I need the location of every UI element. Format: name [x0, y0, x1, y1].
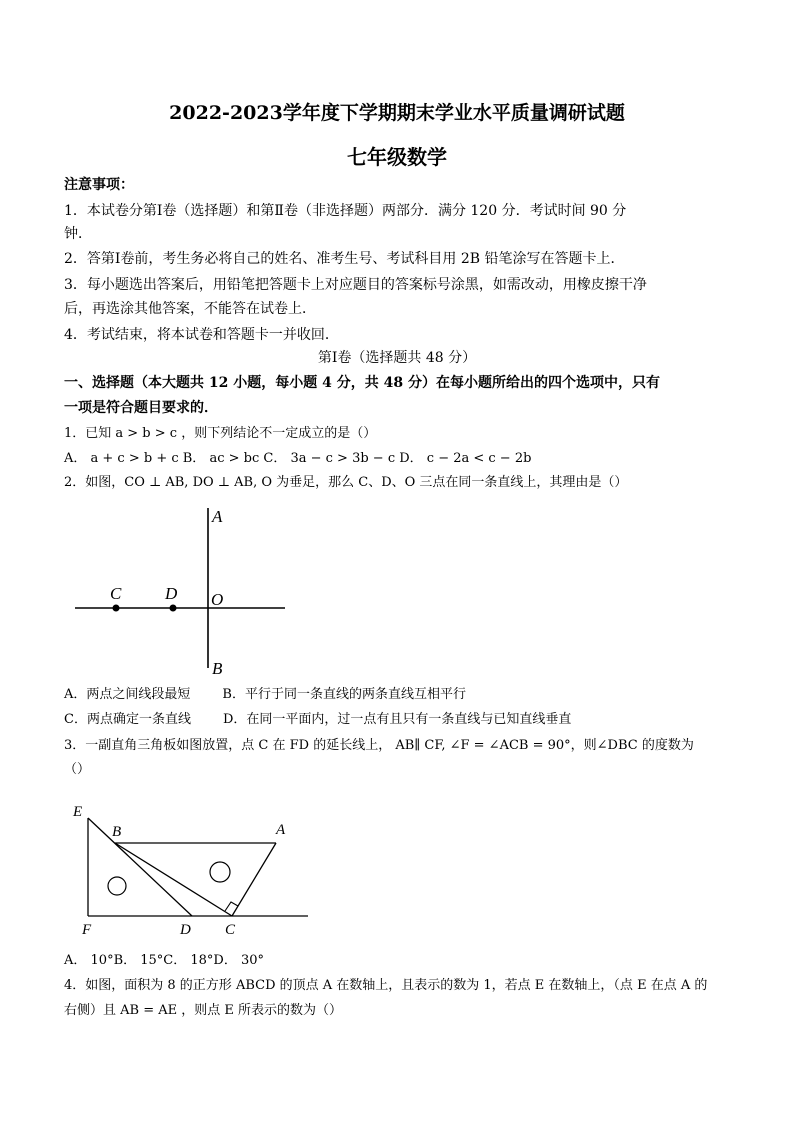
q2-option-a: A．两点之间线段最短: [64, 687, 191, 702]
triangle-hole: [210, 862, 230, 882]
exam-title: 2022-2023学年度下学期期末学业水平质量调研试题: [169, 102, 625, 124]
q3-figure: [70, 798, 320, 938]
note-line: 1．本试卷分第Ⅰ卷（选择题）和第Ⅱ卷（非选择题）两部分．满分 120 分．考试时间 90 分: [64, 203, 627, 219]
q2-figure: [70, 500, 300, 680]
note-line: 2．答第Ⅰ卷前，考生务必将自己的姓名、准考生号、考试科目用 2B 铅笔涂写在答题卡上．: [64, 251, 625, 267]
label-c: C: [225, 922, 236, 938]
q2-option-row: [64, 686, 734, 704]
point-d: [170, 605, 177, 612]
section1-instruction: 一项是符合题目要求的．: [64, 400, 218, 416]
label-a: A: [212, 507, 223, 526]
label-b: B: [112, 824, 122, 840]
notes-heading: 注意事项：: [64, 177, 134, 193]
q2-option-d: D．在同一平面内，过一点有且只有一条直线与已知直线垂直: [222, 712, 572, 727]
q4-stem: 右侧）且 AB = AE ，则点 E 所表示的数为（）: [64, 1003, 342, 1018]
side-ed: [88, 818, 192, 916]
q1-stem: 1．已知 a > b > c ，则下列结论不一定成立的是（）: [64, 426, 377, 441]
q3-stem: 3．一副直角三角板如图放置，点 C 在 FD 的延长线上， AB∥ CF, ∠F = ∠ACB = 90°，则∠DBC 的度数为: [64, 738, 694, 753]
label-a: A: [276, 822, 286, 838]
label-e: E: [73, 804, 83, 820]
part1-heading: 第Ⅰ卷（选择题共 48 分）: [317, 350, 477, 366]
note-line: 3．每小题选出答案后，用铅笔把答题卡上对应题目的答案标号涂黑，如需改动，用橡皮擦干净: [64, 277, 647, 293]
label-o: O: [211, 590, 224, 609]
q2-option-row: [64, 711, 734, 729]
q2-option-c: C．两点确定一条直线: [64, 712, 191, 727]
note-line: 后，再选涂其他答案，不能答在试卷上．: [64, 301, 316, 317]
note-line: 钟．: [64, 226, 92, 242]
q4-stem: 4．如图，面积为 8 的正方形 ABCD 的顶点 A 在数轴上，且表示的数为 1，若点 E 在数轴上，（点 E 在点 A 的: [64, 978, 708, 993]
side-bc: [115, 843, 232, 916]
label-c: C: [110, 584, 122, 603]
point-c: [113, 605, 120, 612]
section1-instruction: 一、选择题（本大题共 12 小题，每小题 4 分，共 48 分）在每小题所给出的四个选项中，只有: [64, 375, 660, 391]
label-d: D: [180, 922, 191, 938]
note-line: 4．考试结束，将本试卷和答题卡一并收回．: [64, 327, 339, 343]
label-f: F: [82, 922, 92, 938]
label-b: B: [212, 659, 223, 678]
side-ac: [232, 843, 276, 916]
q3-stem: （）: [64, 762, 91, 777]
q3-options: A． 10°B． 15°C． 18°D． 30°: [64, 953, 265, 968]
triangle-hole: [108, 877, 126, 895]
q2-option-b: B．平行于同一条直线的两条直线互相平行: [222, 687, 466, 702]
exam-subject: 七年级数学: [347, 145, 447, 169]
label-d: D: [165, 584, 178, 603]
q1-options: A． a + c > b + c B． ac > bc C． 3a − c > 3b − c D． c − 2a < c − 2b: [64, 451, 532, 466]
q2-stem: 2．如图，CO ⊥ AB, DO ⊥ AB, O 为垂足，那么 C、D、O 三点在同一条直线上，其理由是（）: [64, 475, 628, 490]
